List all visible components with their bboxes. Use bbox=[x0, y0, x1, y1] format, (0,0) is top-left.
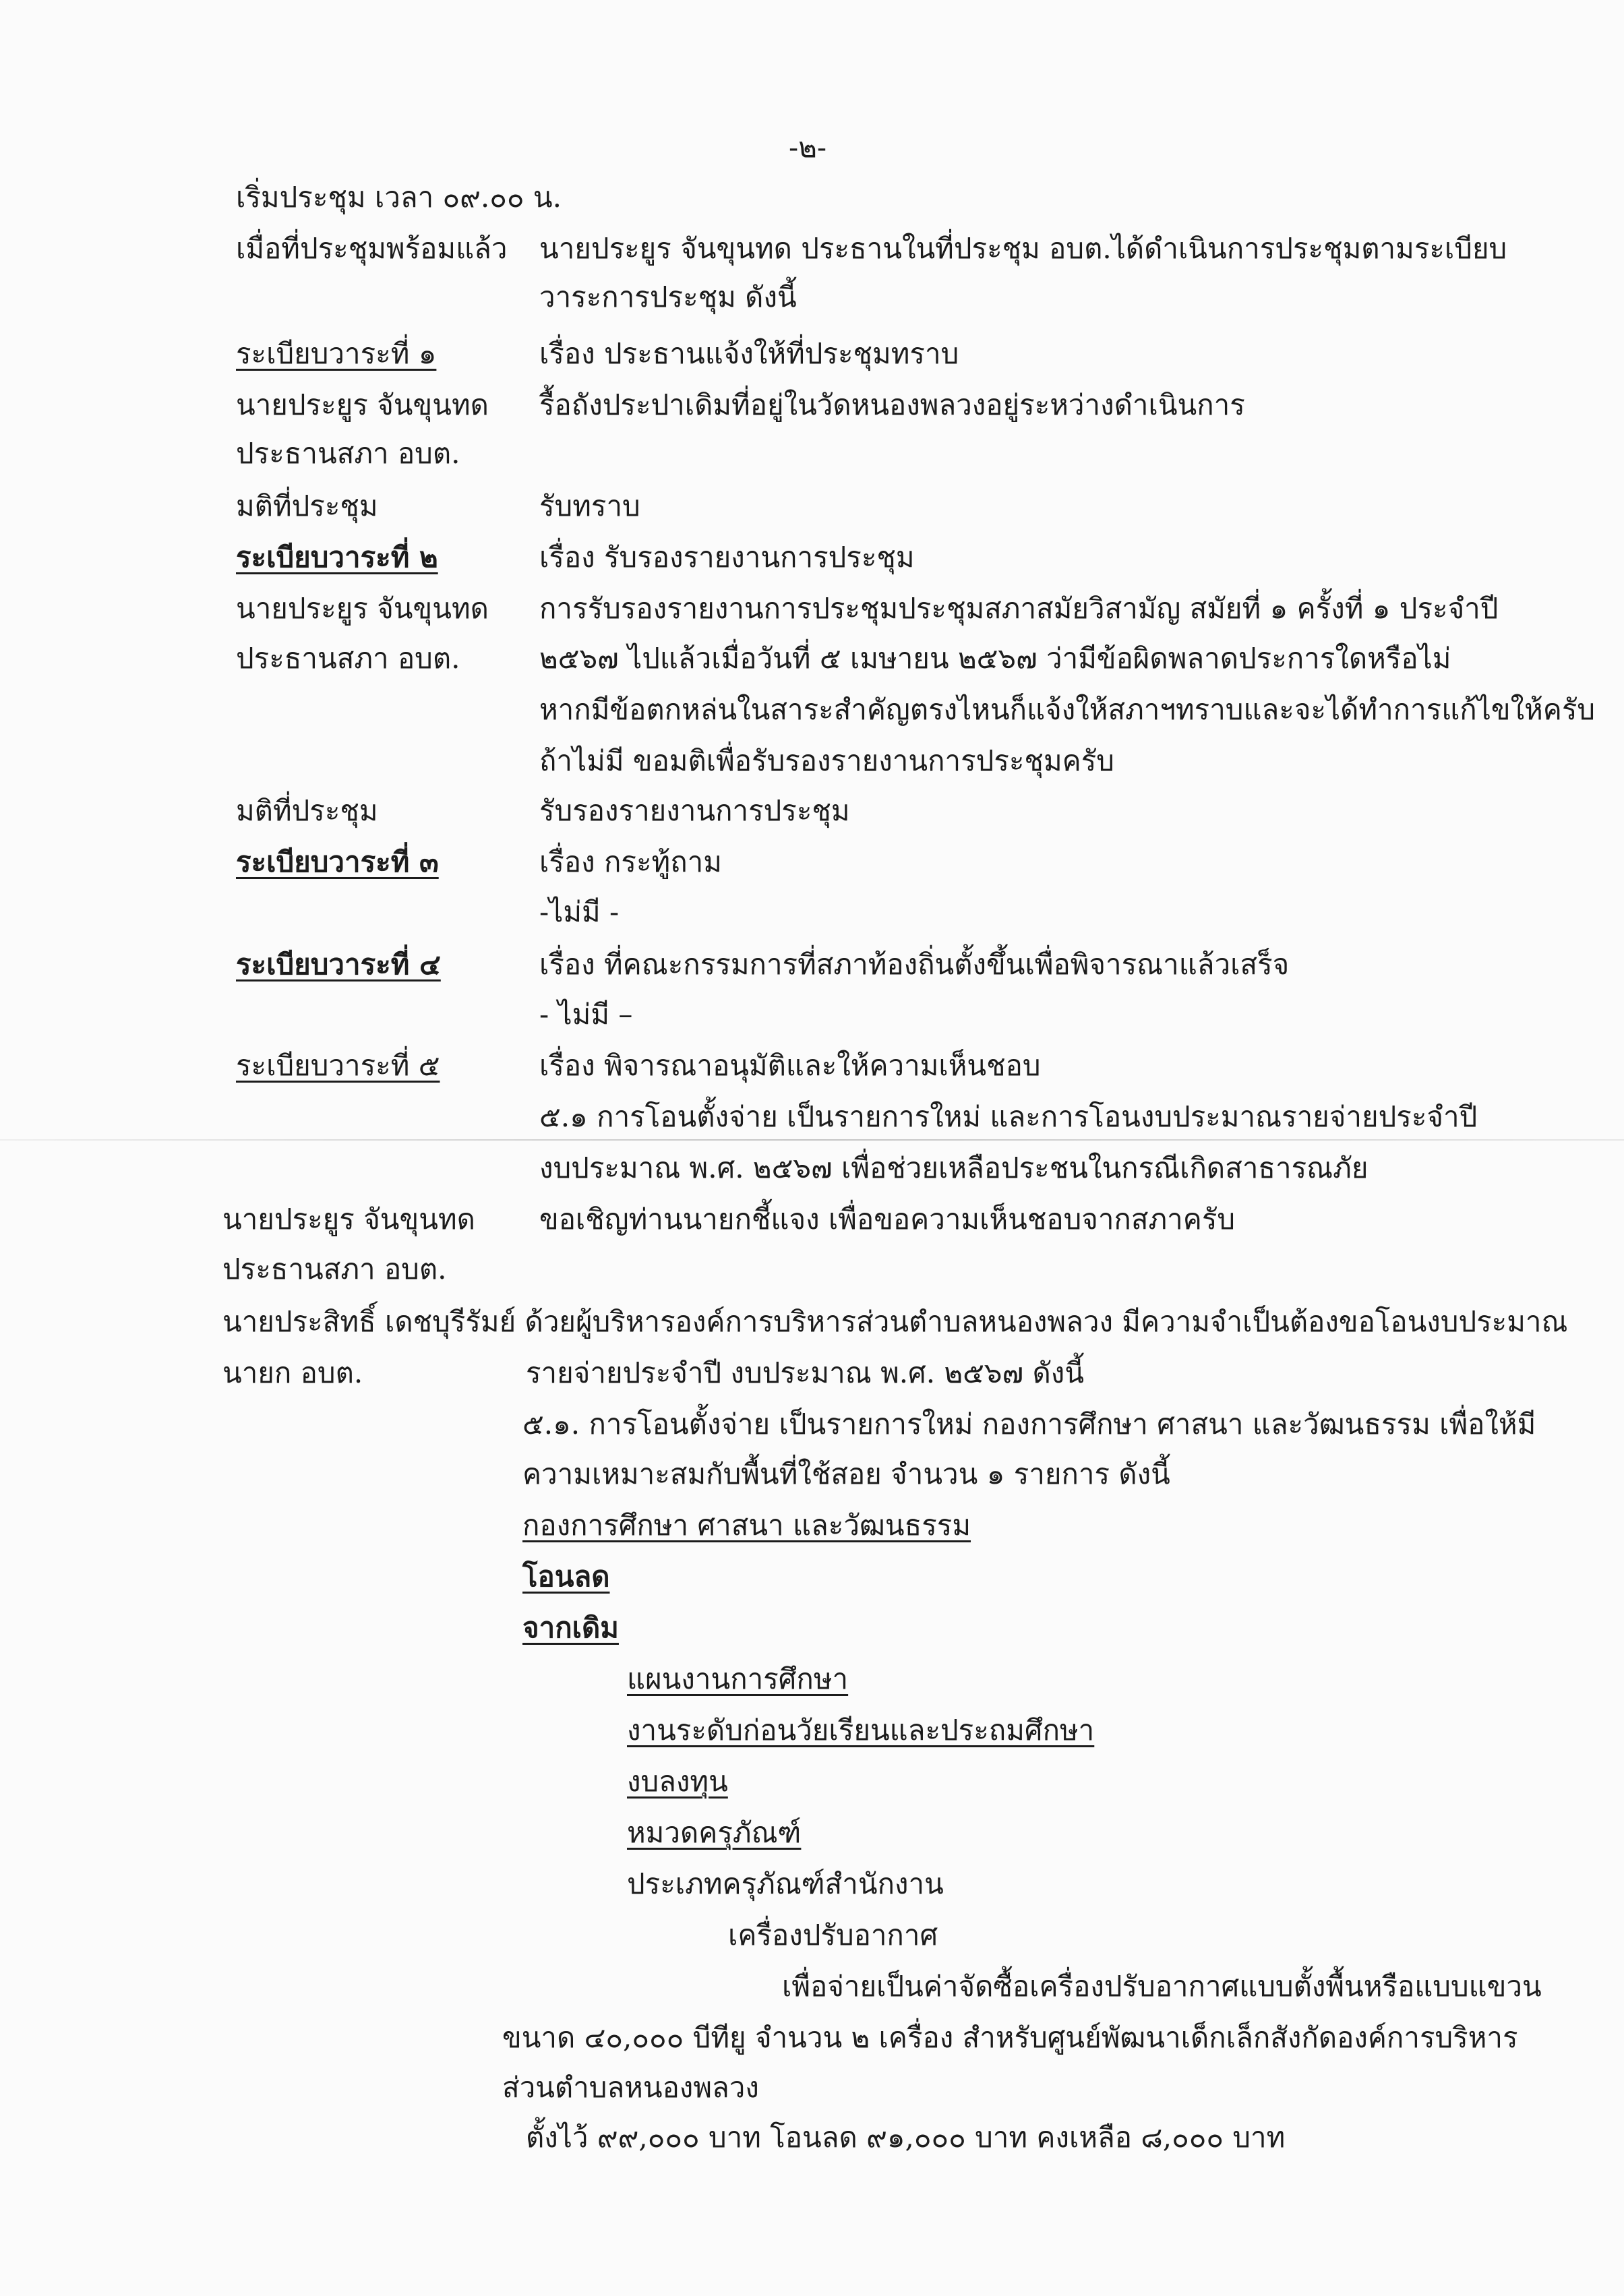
agenda-3-note: -ไม่มี - bbox=[539, 895, 620, 928]
agenda-5-item-line2: งบประมาณ พ.ศ. ๒๕๖๗ เพื่อช่วยเหลือประชนในกรณีเกิดสาธารณภัย bbox=[539, 1151, 1369, 1184]
transfer-out-label: โอนลด bbox=[522, 1560, 610, 1593]
agenda-4-note: - ไม่มี – bbox=[539, 998, 633, 1031]
equipment-item: เครื่องปรับอากาศ bbox=[728, 1919, 938, 1952]
budget-type: งบลงทุน bbox=[627, 1765, 728, 1798]
intro-text-line1: นายประยูร จันขุนทด ประธานในที่ประชุม อบต.ได้ดำเนินการประชุมตามระเบียบ bbox=[539, 232, 1507, 265]
meeting-start-time: เริ่มประชุม เวลา ๐๙.๐๐ น. bbox=[236, 181, 562, 214]
agenda-1-resolution: รับทราบ bbox=[539, 489, 640, 522]
agenda-2-line: ๒๕๖๗ ไปแล้วเมื่อวันที่ ๕ เมษายน ๒๕๖๗ ว่ามีข้อผิดพลาดประการใดหรือไม่ bbox=[539, 642, 1451, 675]
agenda-1-title: เรื่อง ประธานแจ้งให้ที่ประชุมทราบ bbox=[539, 337, 959, 370]
agenda-1-speaker-role: ประธานสภา อบต. bbox=[236, 437, 460, 470]
agenda-2-speaker-role: ประธานสภา อบต. bbox=[236, 642, 460, 675]
agenda-3-heading: ระเบียบวาระที่ ๓ bbox=[236, 845, 439, 878]
agenda-5-chair-role: ประธานสภา อบต. bbox=[222, 1252, 447, 1286]
agenda-2-resolution-label: มติที่ประชุม bbox=[236, 794, 378, 827]
mayor-statement-line1: นายประสิทธิ์ เดชบุรีรัมย์ ด้วยผู้บริหารองค์การบริหารส่วนตำบลหนองพลวง มีความจำเป็นต้องขอโอนงบประมาณ bbox=[222, 1305, 1568, 1338]
agenda-2-line: ถ้าไม่มี ขอมติเพื่อรับรองรายงานการประชุมครับ bbox=[539, 744, 1114, 777]
item-description-line2: ขนาด ๔๐,๐๐๐ บีทียู จำนวน ๒ เครื่อง สำหรับศูนย์พัฒนาเด็กเล็กสังกัดองค์การบริหาร bbox=[502, 2021, 1518, 2054]
agenda-5-chair-text: ขอเชิญท่านนายกชี้แจง เพื่อขอความเห็นชอบจากสภาครับ bbox=[539, 1203, 1236, 1236]
agenda-3-title: เรื่อง กระทู้ถาม bbox=[539, 845, 722, 878]
agenda-5-item-line1: ๕.๑ การโอนตั้งจ่าย เป็นรายการใหม่ และการโอนงบประมาณรายจ่ายประจำปี bbox=[539, 1100, 1478, 1133]
scan-artifact-line bbox=[0, 1139, 1624, 1141]
agenda-4-heading: ระเบียบวาระที่ ๔ bbox=[236, 948, 441, 981]
agenda-1-text: รื้อถังประปาเดิมที่อยู่ในวัดหนองพลวงอยู่ระหว่างดำเนินการ bbox=[539, 388, 1245, 421]
agenda-2-title: เรื่อง รับรองรายงานการประชุม bbox=[539, 541, 915, 574]
agenda-1-heading: ระเบียบวาระที่ ๑ bbox=[236, 337, 437, 370]
agenda-4-title: เรื่อง ที่คณะกรรมการที่สภาท้องถิ่นตั้งขึ้นเพื่อพิจารณาแล้วเสร็จ bbox=[539, 948, 1290, 981]
item-description-line3: ส่วนตำบลหนองพลวง bbox=[502, 2071, 759, 2104]
agenda-2-resolution: รับรองรายงานการประชุม bbox=[539, 794, 850, 827]
intro-label: เมื่อที่ประชุมพร้อมแล้ว bbox=[236, 232, 508, 265]
agenda-1-speaker: นายประยูร จันขุนทด bbox=[236, 388, 489, 421]
mayor-statement-line2: รายจ่ายประจำปี งบประมาณ พ.ศ. ๒๕๖๗ ดังนี้ bbox=[526, 1356, 1085, 1389]
agenda-2-speaker: นายประยูร จันขุนทด bbox=[236, 592, 489, 625]
plan-name: แผนงานการศึกษา bbox=[627, 1662, 849, 1695]
category-name: หมวดครุภัณฑ์ bbox=[627, 1816, 802, 1849]
agenda-2-line: การรับรองรายงานการประชุมประชุมสภาสมัยวิสามัญ สมัยที่ ๑ ครั้งที่ ๑ ประจำปี bbox=[539, 592, 1499, 625]
agenda-5-heading: ระเบียบวาระที่ ๕ bbox=[236, 1049, 440, 1082]
sub-item-line2: ความเหมาะสมกับพื้นที่ใช้สอย จำนวน ๑ รายการ ดังนี้ bbox=[522, 1457, 1170, 1490]
division-name: กองการศึกษา ศาสนา และวัฒนธรรม bbox=[522, 1509, 971, 1542]
sub-item-line1: ๕.๑. การโอนตั้งจ่าย เป็นรายการใหม่ กองการศึกษา ศาสนา และวัฒนธรรม เพื่อให้มี bbox=[522, 1408, 1536, 1441]
agenda-5-title: เรื่อง พิจารณาอนุมัติและให้ความเห็นชอบ bbox=[539, 1049, 1041, 1082]
work-name: งานระดับก่อนวัยเรียนและประถมศึกษา bbox=[627, 1714, 1095, 1747]
agenda-2-heading: ระเบียบวาระที่ ๒ bbox=[236, 541, 438, 574]
item-description-line1: เพื่อจ่ายเป็นค่าจัดซื้อเครื่องปรับอากาศแบบตั้งพื้นหรือแบบแขวน bbox=[782, 1970, 1542, 2003]
agenda-5-chair: นายประยูร จันขุนทด bbox=[222, 1203, 475, 1236]
agenda-1-resolution-label: มติที่ประชุม bbox=[236, 489, 378, 522]
budget-amounts: ตั้งไว้ ๙๙,๐๐๐ บาท โอนลด ๙๑,๐๐๐ บาท คงเหลือ ๘,๐๐๐ บาท bbox=[526, 2121, 1286, 2154]
page-number: -๒- bbox=[789, 131, 827, 164]
agenda-2-line: หากมีข้อตกหล่นในสาระสำคัญตรงไหนก็แจ้งให้สภาฯทราบและจะได้ทำการแก้ไขให้ครับ bbox=[539, 693, 1596, 726]
intro-text-line2: วาระการประชุม ดังนี้ bbox=[539, 280, 797, 313]
equipment-type: ประเภทครุภัณฑ์สำนักงาน bbox=[627, 1867, 944, 1900]
from-original-label: จากเดิม bbox=[522, 1611, 619, 1644]
mayor-role: นายก อบต. bbox=[222, 1356, 363, 1389]
